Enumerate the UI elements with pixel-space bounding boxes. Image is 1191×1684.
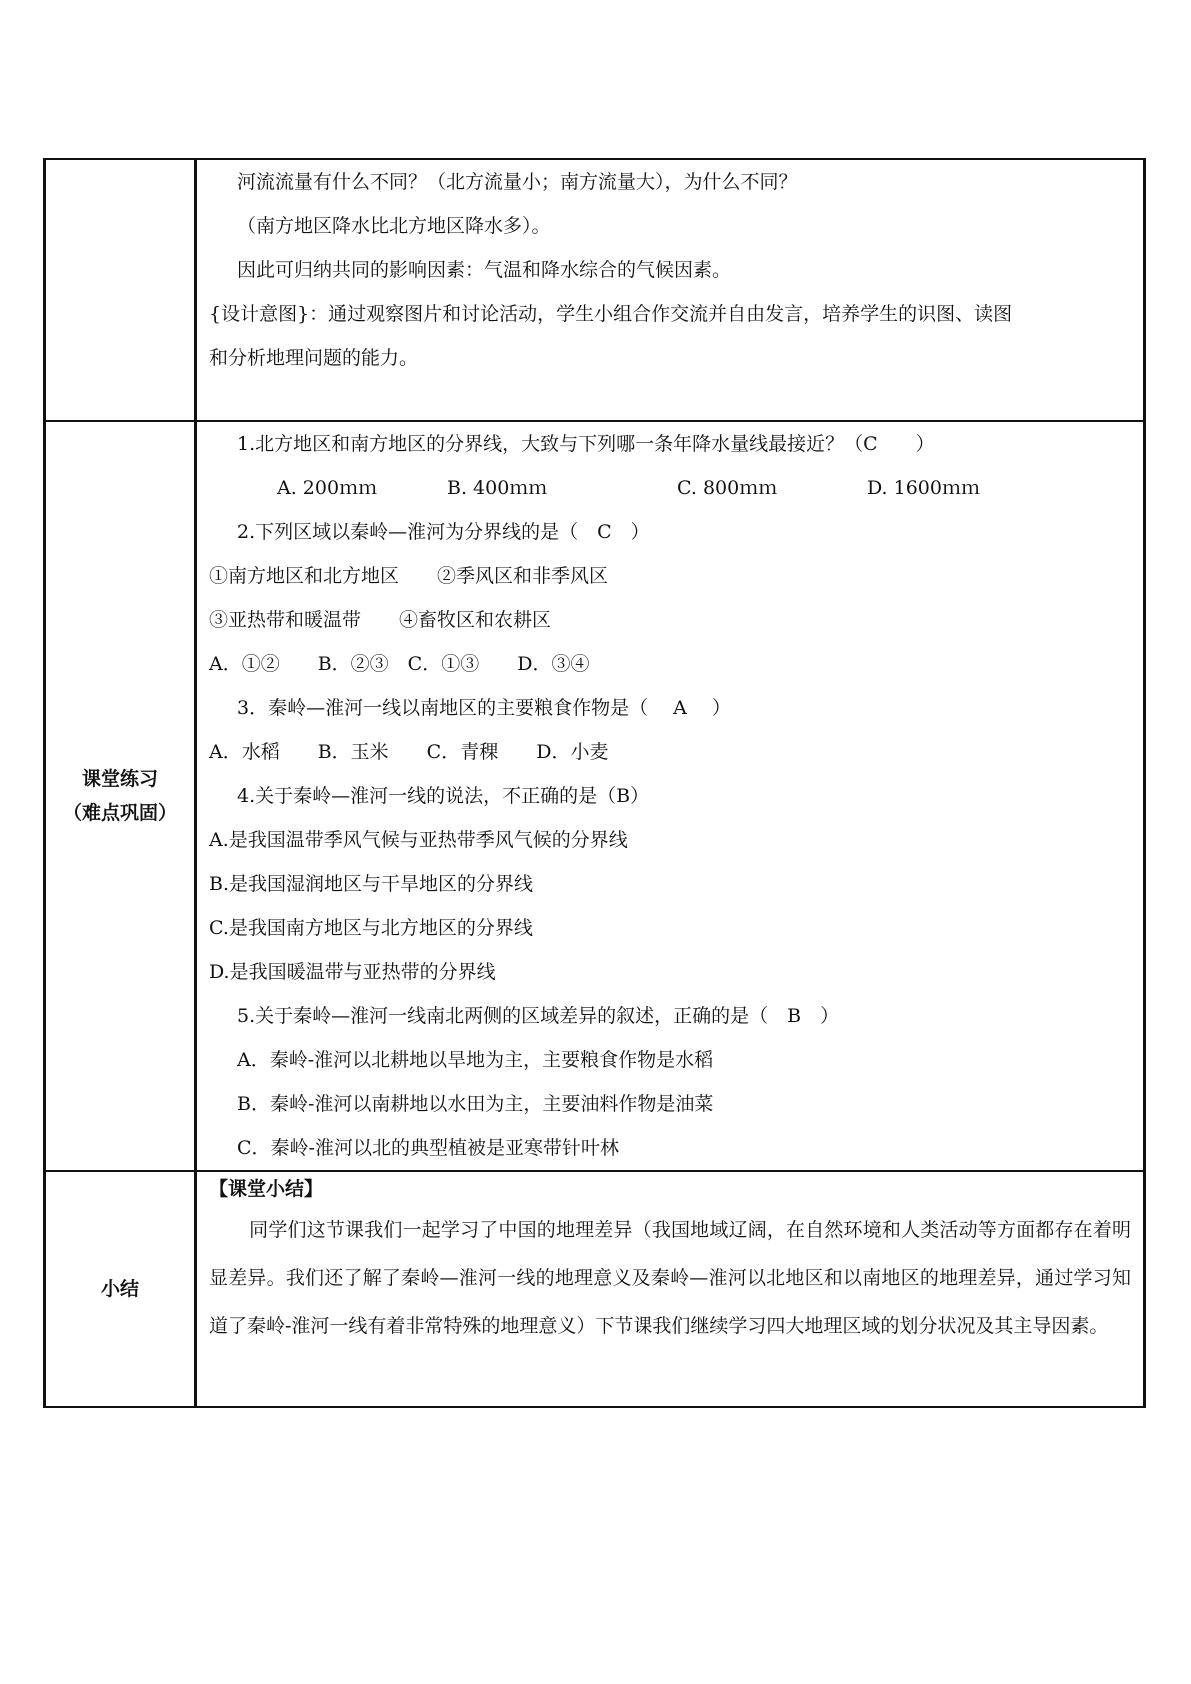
question-4: 4.关于秦岭—淮河一线的说法，不正确的是（B） xyxy=(237,785,650,807)
row-label: 课堂练习 xyxy=(81,768,158,790)
summary-title: 【课堂小结】 xyxy=(209,1178,324,1200)
summary-text: 同学们这节课我们一起学习了中国的地理差异（我国地域辽阔，在自然环境和人类活动等方面都存在着明显差异。我们还了解了秦岭—淮河一线的地理意义及秦岭—淮河以北地区和以南地区的地理差异，通过学习知道了秦岭-淮河一线有着非常特殊的地理意义）下节课我们继续学习四大地理区域的划分状况及其主导因素。 xyxy=(209,1219,1131,1337)
content-cell xyxy=(196,159,1145,421)
question-2-options: A．①② B．②③ C．①③ D．③④ xyxy=(209,653,590,675)
question-5-option: C．秦岭-淮河以北的典型植被是亚寒带针叶林 xyxy=(237,1137,619,1159)
question-5-option: A．秦岭-淮河以北耕地以旱地为主，主要粮食作物是水稻 xyxy=(237,1049,714,1071)
question-4-option: C.是我国南方地区与北方地区的分界线 xyxy=(209,917,533,939)
question-1: 1.北方地区和南方地区的分界线，大致与下列哪一条年降水量线最接近？（C ） xyxy=(237,433,935,455)
row-label-cell xyxy=(45,1171,196,1407)
question-2-items: ①南方地区和北方地区 ②季风区和非季风区 xyxy=(209,565,609,587)
design-intent-line: 和分析地理问题的能力。 xyxy=(209,347,419,369)
row-label-sub: （难点巩固） xyxy=(62,802,177,824)
row-label: 小结 xyxy=(100,1278,139,1300)
option-b: B. 400ｍｍ xyxy=(447,477,548,499)
question-4-option: D.是我国暖温带与亚热带的分界线 xyxy=(209,961,496,983)
option-a: A. 200ｍｍ xyxy=(277,477,378,499)
question-3: 3．秦岭—淮河一线以南地区的主要粮食作物是（ A ） xyxy=(237,697,731,719)
question-4-option: A.是我国温带季风气候与亚热带季风气候的分界线 xyxy=(209,829,628,851)
exercise-cell xyxy=(196,421,1145,1171)
option-c: C. 800ｍｍ xyxy=(677,477,778,499)
question-2-items: ③亚热带和暖温带 ④畜牧区和农耕区 xyxy=(209,609,552,631)
lesson-plan-table xyxy=(43,158,1146,1408)
text-line: （南方地区降水比北方地区降水多）。 xyxy=(237,215,551,237)
option-d: D. 1600ｍｍ xyxy=(867,477,980,499)
question-3-options: A．水稻 B．玉米 C．青稞 D．小麦 xyxy=(209,741,609,763)
row-label-cell xyxy=(45,421,196,1171)
question-2: 2.下列区域以秦岭—淮河为分界线的是（ C ） xyxy=(237,521,650,543)
question-5-option: B．秦岭-淮河以南耕地以水田为主，主要油料作物是油菜 xyxy=(237,1093,714,1115)
text-line: 河流流量有什么不同？（北方流量小；南方流量大），为什么不同？ xyxy=(237,171,798,193)
table-row xyxy=(45,1171,1145,1407)
summary-cell xyxy=(196,1171,1145,1407)
design-intent-line: {设计意图}：通过观察图片和讨论活动，学生小组合作交流并自由发言，培养学生的识图、读图 xyxy=(209,303,1013,325)
summary-paragraph xyxy=(197,1206,1143,1350)
text-line: 因此可归纳共同的影响因素：气温和降水综合的气候因素。 xyxy=(237,259,732,281)
table-row xyxy=(45,159,1145,421)
question-5: 5.关于秦岭—淮河一线南北两侧的区域差异的叙述，正确的是（ B ） xyxy=(237,1005,840,1027)
table-row xyxy=(45,421,1145,1171)
row-label-cell xyxy=(45,159,196,421)
question-1-options xyxy=(197,466,1143,510)
question-4-option: B.是我国湿润地区与干旱地区的分界线 xyxy=(209,873,534,895)
